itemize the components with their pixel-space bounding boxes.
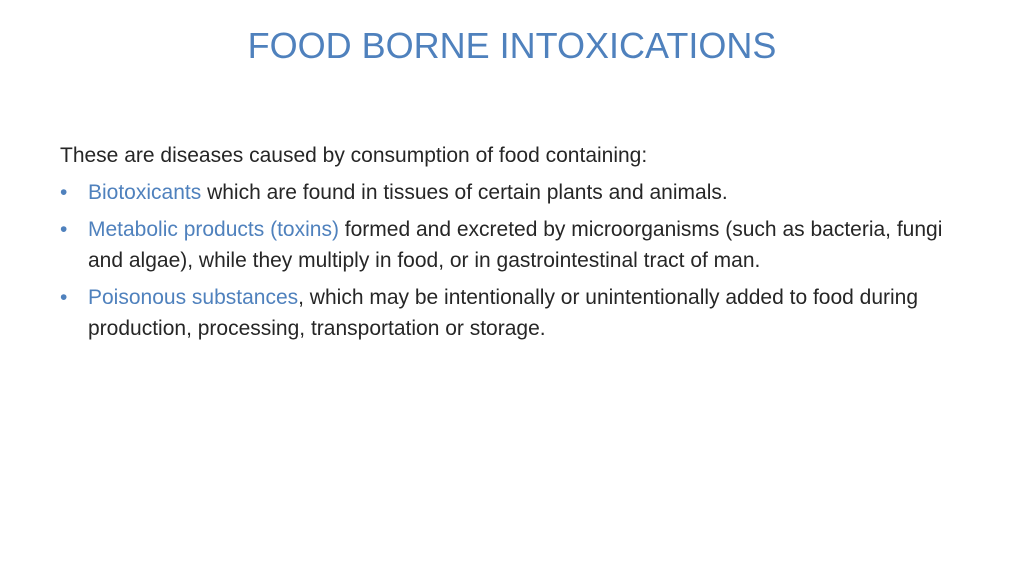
- bullet-highlight: Poisonous substances: [88, 286, 299, 309]
- bullet-item-biotoxicants: [60, 177, 960, 208]
- bullet-text: , which may be intentionally or unintentionally added to food during production, processing, transportation or storage.: [88, 286, 919, 340]
- bullet-dot-icon: •: [60, 286, 68, 309]
- slide-title: FOOD BORNE INTOXICATIONS: [247, 25, 777, 66]
- bullet-highlight: Metabolic products (toxins): [88, 218, 339, 241]
- bullet-highlight: Biotoxicants: [88, 181, 202, 204]
- bullet-text: which are found in tissues of certain plants and animals.: [201, 181, 728, 204]
- bullet-dot-icon: •: [60, 181, 68, 204]
- intro-text: These are diseases caused by consumption of food containing:: [60, 144, 648, 167]
- bullet-item-metabolic-products: [60, 214, 960, 276]
- slide-body: [60, 140, 960, 350]
- bullet-item-poisonous-substances: [60, 282, 960, 344]
- bullet-dot-icon: •: [60, 218, 68, 241]
- bullet-text: formed and excreted by microorganisms (such as bacteria, fungi and algae), while they multiply in food, or in gastrointestinal tract of man.: [88, 218, 943, 272]
- bullet-list: [60, 177, 960, 344]
